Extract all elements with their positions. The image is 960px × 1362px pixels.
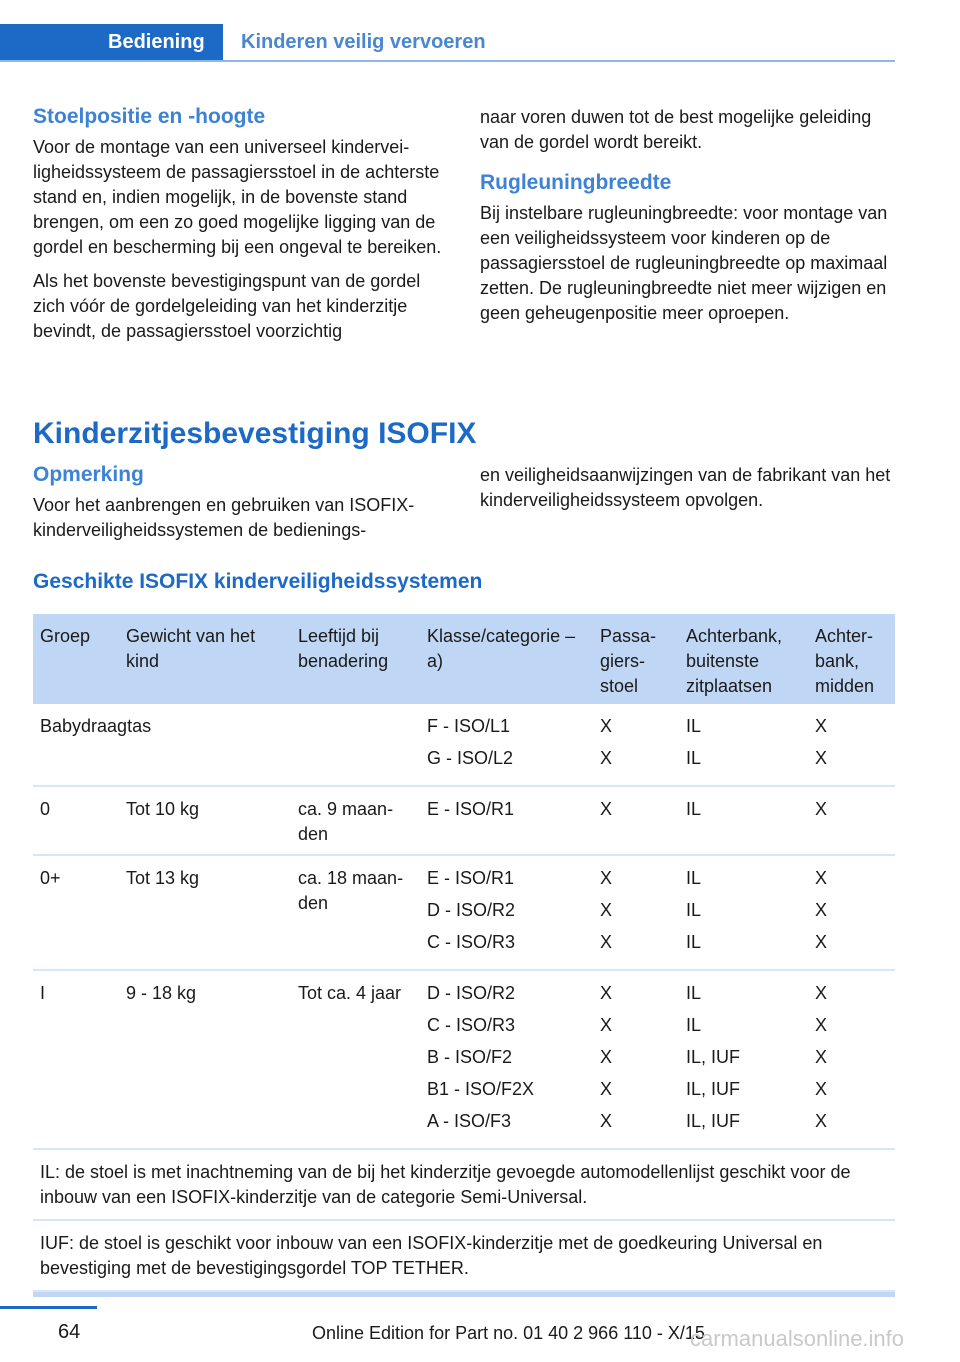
cell-klasse-value: E - ISO/R1 (427, 868, 515, 888)
cell-groep: 0 (40, 799, 51, 819)
tab-bediening[interactable]: Bediening (0, 24, 223, 61)
cell-klasse (420, 797, 593, 847)
table-row (33, 704, 895, 787)
cell-leeftijd: ca. 9 maanden (298, 799, 394, 844)
cell-buiten-value: IL (686, 1015, 702, 1035)
cell-klasse-value: D - ISO/R2 (427, 983, 516, 1003)
cell-leeftijd: Tot ca. 4 jaar (298, 983, 402, 1003)
cell-klasse-value: A - ISO/F3 (427, 1111, 512, 1131)
cell-buiten (679, 866, 808, 962)
heading-rugleuningbreedte: Rugleuningbreedte (480, 171, 672, 194)
cell-buiten-value: IL, IUF (686, 1047, 741, 1067)
paragraph-rugleuningbreedte: Bij instelbare rugleuningbreedte: voor montage van een veiligheidssysteem voor kinderen op de passagiersstoel de rugleuningbreedte op maximaal zetten. De rugleuningbreedte niet meer wijzigen en geen geheugenpositie meer oproepen. (480, 203, 888, 323)
cell-passagier-value: X (600, 1079, 613, 1099)
cell-klasse-value: F - ISO/L1 (427, 716, 511, 736)
cell-buiten-value: IL (686, 799, 702, 819)
cell-groep: I (40, 983, 46, 1003)
cell-midden-value: X (815, 748, 828, 768)
paragraph-opmerking: Voor het aanbrengen en gebruiken van ISOFIX-kinderveiligheidssystemen de bedienings- (33, 495, 415, 540)
cell-klasse-value: B1 - ISO/F2X (427, 1079, 535, 1099)
cell-midden-value: X (815, 932, 828, 952)
paragraph-opmerking-continuation: en veiligheidsaanwijzingen van de fabrikant van het kinderveiligheidssysteem opvolgen. (480, 465, 891, 510)
cell-passagier-value: X (600, 1047, 613, 1067)
paragraph-continuation: naar voren duwen tot de best mogelijke geleiding van de gordel wordt bereikt. (480, 107, 872, 152)
section2-left-column (33, 461, 448, 552)
cell-passagier-value: X (600, 1111, 613, 1131)
cell-klasse (420, 981, 593, 1141)
table-bottom-bar (33, 1292, 895, 1297)
cell-midden-value: X (815, 716, 828, 736)
cell-passagier-value: X (600, 932, 613, 952)
page-number: 64 (58, 1321, 81, 1343)
cell-klasse-value: B - ISO/F2 (427, 1047, 513, 1067)
table-row (33, 856, 895, 971)
cell-passagier (593, 714, 679, 778)
table-title: Geschikte ISOFIX kinderveiligheidssystemen (33, 570, 483, 593)
header-gewicht: Gewicht van het kind (126, 626, 256, 671)
cell-klasse-value: C - ISO/R3 (427, 1015, 516, 1035)
header-divider (0, 60, 895, 62)
cell-buiten-value: IL (686, 868, 702, 888)
cell-passagier (593, 866, 679, 962)
cell-buiten-value: IL, IUF (686, 1111, 741, 1131)
edition-text: Online Edition for Part no. 01 40 2 966 110 - X/15 (312, 1323, 705, 1343)
header-achterbank-buitenste: Achterbank, buitenste zitplaatsen (686, 626, 783, 696)
cell-buiten-value: IL (686, 900, 702, 920)
cell-passagier-value: X (600, 900, 613, 920)
cell-midden-value: X (815, 799, 828, 819)
cell-midden (808, 981, 895, 1141)
cell-midden-value: X (815, 900, 828, 920)
cell-klasse (420, 866, 593, 962)
cell-groep: 0+ (40, 868, 61, 888)
footer-accent-line (0, 1306, 97, 1309)
cell-klasse-value: C - ISO/R3 (427, 932, 516, 952)
cell-passagier-value: X (600, 716, 613, 736)
cell-buiten-value: IL (686, 983, 702, 1003)
cell-klasse-value: D - ISO/R2 (427, 900, 516, 920)
cell-passagier-value: X (600, 1015, 613, 1035)
table-row (33, 787, 895, 856)
header-passagiersstoel: Passagiersstoel (600, 626, 657, 696)
cell-buiten-value: IL, IUF (686, 1079, 741, 1099)
cell-buiten (679, 797, 808, 847)
cell-midden-value: X (815, 1111, 828, 1131)
cell-gewicht: Tot 13 kg (126, 868, 200, 888)
tab-kinderen-veilig-vervoeren[interactable]: Kinderen veilig vervoeren (241, 31, 486, 53)
paragraph-stoelpositie-1: Voor de montage van een universeel kinderveiligheidssysteem de passagiersstoel in de achterste stand en, indien mogelijk, in de bovenste stand brengen, om een zo goed mogelijke ligging van de gordel en bescherming bij een ongeval te bereiken. (33, 137, 442, 257)
cell-midden-value: X (815, 1079, 828, 1099)
table-note-iuf: IUF: de stoel is geschikt voor inbouw van een ISOFIX-kinderzitje met de goedkeuring Universal en bevestiging met de bevestigingsgordel TOP TETHER. (33, 1221, 895, 1292)
cell-passagier-value: X (600, 983, 613, 1003)
chapter-header (0, 24, 895, 62)
cell-klasse-value: G - ISO/L2 (427, 748, 514, 768)
table-row (33, 971, 895, 1150)
cell-leeftijd: ca. 18 maanden (298, 868, 404, 913)
cell-midden-value: X (815, 868, 828, 888)
section1-right-column (480, 105, 895, 335)
cell-klasse-value: E - ISO/R1 (427, 799, 515, 819)
section1-left-column (33, 103, 448, 353)
cell-groep: Babydraagtas (40, 716, 152, 736)
cell-buiten-value: IL (686, 932, 702, 952)
cell-midden (808, 714, 895, 778)
cell-passagier-value: X (600, 868, 613, 888)
isofix-table (33, 614, 895, 1297)
heading-stoelpositie: Stoelpositie en -hoogte (33, 105, 266, 128)
header-leeftijd: Leeftijd bij benadering (298, 626, 389, 671)
cell-passagier-value: X (600, 748, 613, 768)
table-header-row (33, 614, 895, 704)
heading-opmerking: Opmerking (33, 463, 144, 486)
watermark: carmanualsonline.info (690, 1326, 905, 1351)
cell-leeftijd (291, 714, 420, 778)
cell-passagier (593, 797, 679, 847)
cell-buiten-value: IL (686, 748, 702, 768)
cell-midden-value: X (815, 1015, 828, 1035)
cell-passagier (593, 981, 679, 1141)
cell-buiten (679, 981, 808, 1141)
paragraph-stoelpositie-2: Als het bovenste bevestigingspunt van de gordel zich vóór de gordelgeleiding van het kinderzitje bevindt, de passagiersstoel voorzichtig (33, 271, 421, 341)
header-achterbank-midden: Achterbank, midden (815, 626, 875, 696)
cell-buiten-value: IL (686, 716, 702, 736)
section2-right-column (480, 463, 895, 522)
cell-midden-value: X (815, 983, 828, 1003)
cell-midden-value: X (815, 1047, 828, 1067)
cell-passagier-value: X (600, 799, 613, 819)
table-note-il: IL: de stoel is met inachtneming van de bij het kinderzitje gevoegde automodellenlijst geschikt voor de inbouw van een ISOFIX-kinderzitje van de categorie Semi-Universal. (33, 1150, 895, 1221)
cell-midden (808, 797, 895, 847)
cell-gewicht: 9 - 18 kg (126, 983, 197, 1003)
cell-buiten (679, 714, 808, 778)
cell-gewicht (119, 714, 291, 778)
header-groep: Groep (40, 626, 91, 646)
cell-midden (808, 866, 895, 962)
header-klasse: Klasse/categorie – a) (427, 626, 576, 671)
cell-gewicht: Tot 10 kg (126, 799, 200, 819)
section-title-isofix: Kinderzitjesbevestiging ISOFIX (33, 417, 477, 450)
cell-klasse (420, 714, 593, 778)
